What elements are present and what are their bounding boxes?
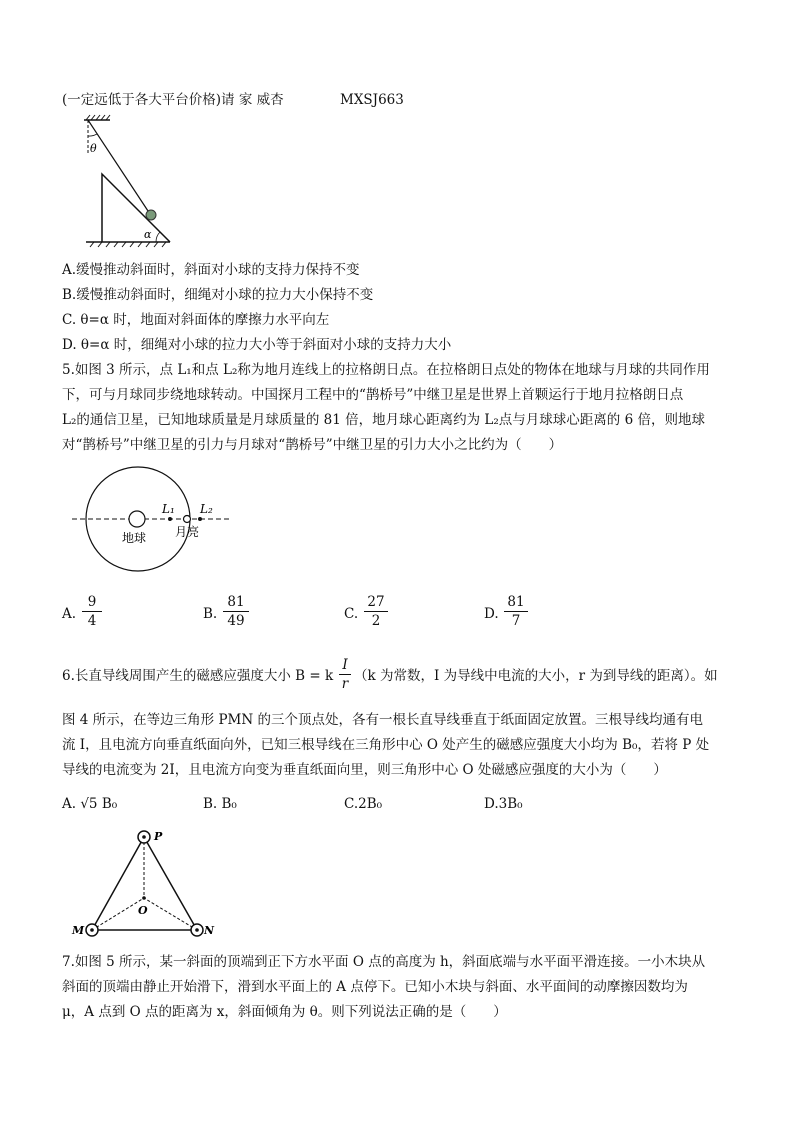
q7-line-2: 斜面的顶端由静止开始滑下，滑到水平面上的 A 点停下。已知小木块与斜面、水平面间的动摩擦因数均为 — [62, 979, 688, 995]
q5-option-d-fraction — [504, 594, 528, 629]
earth-label: 地球 — [122, 531, 147, 545]
moon-label: 月亮 — [175, 525, 200, 539]
q6-frac-den: r — [341, 676, 349, 692]
q5-option-a-den: 4 — [87, 613, 97, 629]
theta-label: θ — [90, 142, 97, 155]
q6-option-b: B. B₀ — [203, 796, 237, 812]
q5-line-1: 5.如图 3 所示，点 L₁和点 L₂称为地月连线上的拉格朗日点。在拉格朗日点处的物体在地球与月球的共同作用 — [62, 362, 710, 378]
q5-option-a-num: 9 — [87, 594, 97, 610]
q5-line-2: 下，可与月球同步绕地球转动。中国探月工程中的“鹊桥号”中继卫星是世界上首颗运行于地月拉格朗日点 — [62, 387, 684, 403]
q5-line-3: L₂的通信卫星，已知地球质量是月球质量的 81 倍，地月球心距离约为 L₂点与月球球心距离的 6 倍，则地球 — [62, 412, 705, 428]
alpha-label: α — [144, 228, 152, 241]
l1-point — [168, 517, 172, 521]
q5-option-d-num: 81 — [507, 594, 525, 610]
n-label: N — [204, 924, 215, 937]
q6-line-1-pre: 6.长直导线周围产生的磁感应强度大小 B = k — [62, 668, 334, 684]
l1-label: L₁ — [162, 502, 175, 516]
m-label: M — [72, 924, 85, 937]
q5-option-c-fraction — [364, 594, 388, 629]
q5-option-a-fraction — [82, 594, 102, 629]
p-label: P — [154, 830, 163, 843]
o-label: O — [138, 904, 148, 917]
header-note — [62, 91, 284, 109]
q4-option-d: D. θ=α 时，细绳对小球的拉力大小等于斜面对小球的支持力大小 — [62, 337, 452, 353]
q6-option-d: D.3B₀ — [484, 796, 523, 812]
l2-label: L₂ — [200, 502, 213, 516]
q6-frac-num: I — [342, 657, 348, 673]
header-note-text: (一定远低于各大平台价格)请 家 威杏 — [62, 92, 284, 108]
figure-pendulum-incline — [82, 114, 192, 250]
wire-p — [138, 831, 150, 843]
q4-option-b: B.缓慢推动斜面时，细绳对小球的拉力大小保持不变 — [62, 287, 374, 303]
q5-option-b-num: 81 — [227, 594, 245, 610]
q5-option-c-den: 2 — [371, 613, 381, 629]
header-code: MXSJ663 — [340, 92, 404, 108]
q6-formula-fraction — [339, 657, 351, 692]
q6-line-2: 图 4 所示，在等边三角形 PMN 的三个顶点处，各有一根长直导线垂直于纸面固定放置。三根导线均通有电 — [62, 712, 703, 728]
figure-triangle-wires — [66, 826, 216, 940]
l2-point — [198, 517, 202, 521]
wire-n — [191, 924, 203, 936]
q6-line-1-post: （k 为常数，I 为导线中电流的大小，r 为到导线的距离）。如 — [354, 668, 718, 684]
q5-option-b-letter: B. — [203, 606, 218, 622]
q4-option-a: A.缓慢推动斜面时，斜面对小球的支持力保持不变 — [62, 262, 360, 278]
q7-line-3: μ，A 点到 O 点的距离为 x，斜面倾角为 θ。则下列说法正确的是（ ） — [62, 1004, 507, 1020]
q6-line-3: 流 I，且电流方向垂直纸面向外，已知三根导线在三角形中心 O 处产生的磁感应强度大小均为 B₀，若将 P 处 — [62, 737, 710, 753]
q5-option-d-letter: D. — [484, 606, 499, 622]
q5-option-d-den: 7 — [511, 613, 521, 629]
q5-option-c-num: 27 — [367, 594, 385, 610]
q6-line-4: 导线的电流变为 2I，且电流方向变为垂直纸面向里，则三角形中心 O 处磁感应强度的大小为（ ） — [62, 762, 667, 778]
q7-line-1: 7.如图 5 所示，某一斜面的顶端到正下方水平面 O 点的高度为 h，斜面底端与水平面平滑连接。一小木块从 — [62, 954, 706, 970]
figure-earth-moon — [70, 462, 240, 576]
q4-option-c: C. θ=α 时，地面对斜面体的摩擦力水平向左 — [62, 312, 330, 328]
q5-option-b-fraction — [223, 594, 249, 629]
q5-option-b-den: 49 — [227, 613, 245, 629]
wire-m — [86, 924, 98, 936]
q6-option-c: C.2B₀ — [344, 796, 383, 812]
q5-option-c-letter: C. — [344, 606, 359, 622]
q5-line-4: 对“鹊桥号”中继卫星的引力与月球对“鹊桥号”中继卫星的引力大小之比约为（ ） — [62, 437, 563, 453]
q5-option-a-letter: A. — [62, 606, 77, 622]
q6-option-a: A. √5 B₀ — [62, 796, 118, 812]
